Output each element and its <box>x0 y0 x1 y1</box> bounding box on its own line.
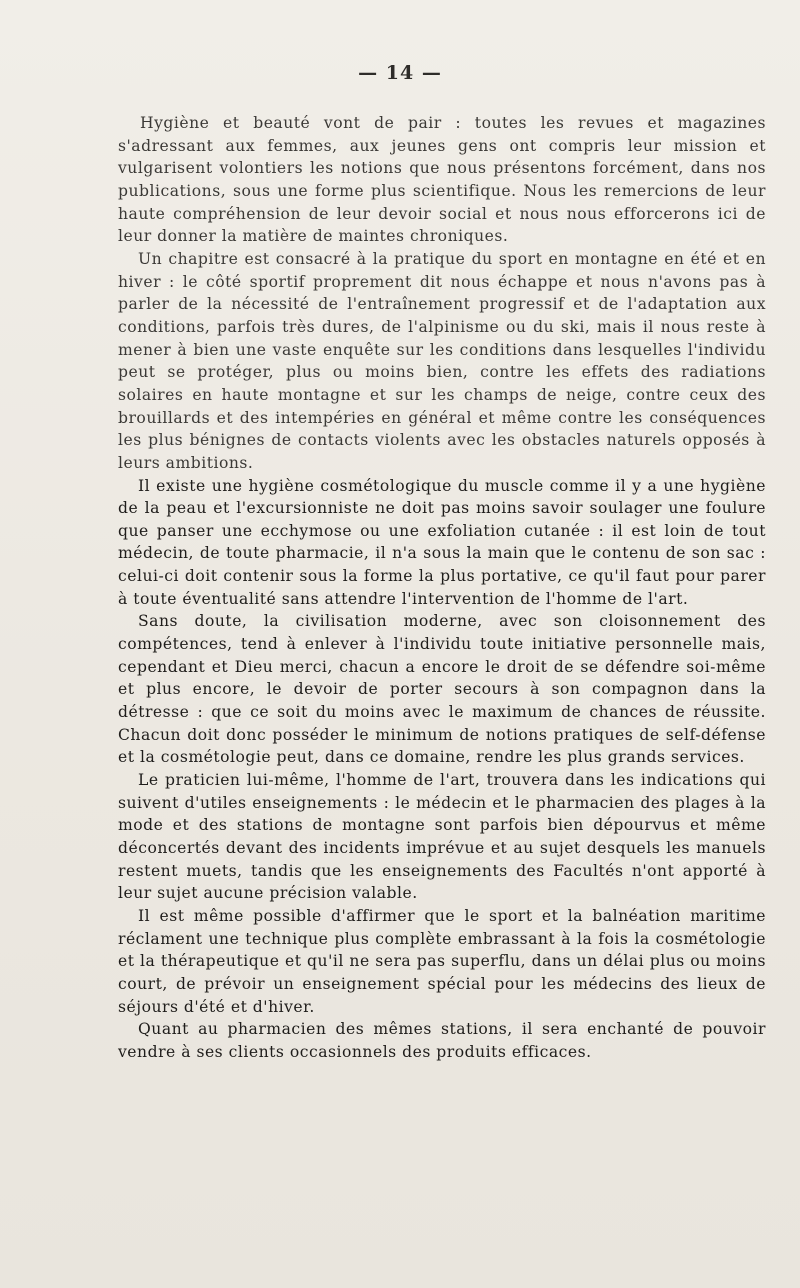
paragraph-hygiene-beaute: Hygiène et beauté vont de pair : toutes les revues et magazines s'adressant aux femmes, aux jeunes gens ont compris leur mission et vulgarisent volontiers les notions que nous présentons forcément, dans nos publications, sous une forme plus scientifique. Nous les remercions de leur haute compréhension de leur devoir social et nous nous efforcerons ici de leur donner la matière de maintes chroniques. <box>118 114 766 246</box>
paragraph-pharmacien: Quant au pharmacien des mêmes stations, il sera enchanté de pouvoir vendre à ses clients occasionnels des produits efficaces. <box>118 1020 766 1061</box>
paragraph-sport-montagne: Un chapitre est consacré à la pratique du sport en montagne en été et en hiver : le côté sportif proprement dit nous échappe et nous n'avons pas à parler de la nécessité de l'entraînement progressif et de l'adaptation aux conditions, parfois très dures, de l'alpinisme ou du ski, mais il nous reste à mener à bien une vaste enquête sur les conditions dans lesquelles l'individu peut se protéger, plus ou moins bien, contre les effets des radiations solaires en haute montagne et sur les champs de neige, contre ceux des brouillards et des intempéries en général et même contre les conséquences les plus bénignes de contacts violents avec les obstacles naturels opposés à leurs ambitions. <box>118 249 766 472</box>
paragraph-sport-balneation: Il est même possible d'affirmer que le sport et la balnéation maritime réclament une technique plus complète embrassant à la fois la cosmétologie et la thérapeutique et qu'il ne sera pas superflu, dans un délai plus ou moins court, de prévoir un enseignement spécial pour les médecins des lieux de séjours d'été et d'hiver. <box>118 906 766 1016</box>
paragraph-praticien: Le praticien lui-même, l'homme de l'art, trouvera dans les indications qui suivent d'utiles enseignements : le médecin et le pharmacien des plages à la mode et des stations de montagne sont parfois bien dépourvus et même déconcertés devant des incidents imprévue et au sujet desquels les manuels restent muets, tandis que les enseignements des Facultés n'ont apporté à leur sujet aucune précision valable. <box>118 771 766 903</box>
paragraph-civilisation-moderne: Sans doute, la civilisation moderne, avec son cloisonnement des compétences, tend à enlever à l'individu toute initiative personnelle mais, cependant et Dieu merci, chacun a encore le droit de se défendre soi-même et plus encore, le devoir de porter secours à son compagnon dans la détresse : que ce soit du moins avec le maximum de chances de réussite. Chacun doit donc posséder le minimum de notions pratiques de self-défense et la cosmétologie peut, dans ce domaine, rendre les plus grands services. <box>118 612 766 767</box>
page-number: — 14 — <box>358 62 442 84</box>
paragraph-hygiene-muscle: Il existe une hygiène cosmétologique du muscle comme il y a une hygiène de la peau et l'excursionniste ne doit pas moins savoir soulager une foulure que panser une ecchymose ou une exfoliation cutanée : il est loin de tout médecin, de toute pharmacie, il n'a sous la main que le contenu de son sac : celui-ci doit contenir sous la forme la plus portative, ce qu'il faut pour parer à toute éventualité sans attendre l'intervention de l'homme de l'art. <box>118 476 766 608</box>
page-body <box>118 112 766 1064</box>
